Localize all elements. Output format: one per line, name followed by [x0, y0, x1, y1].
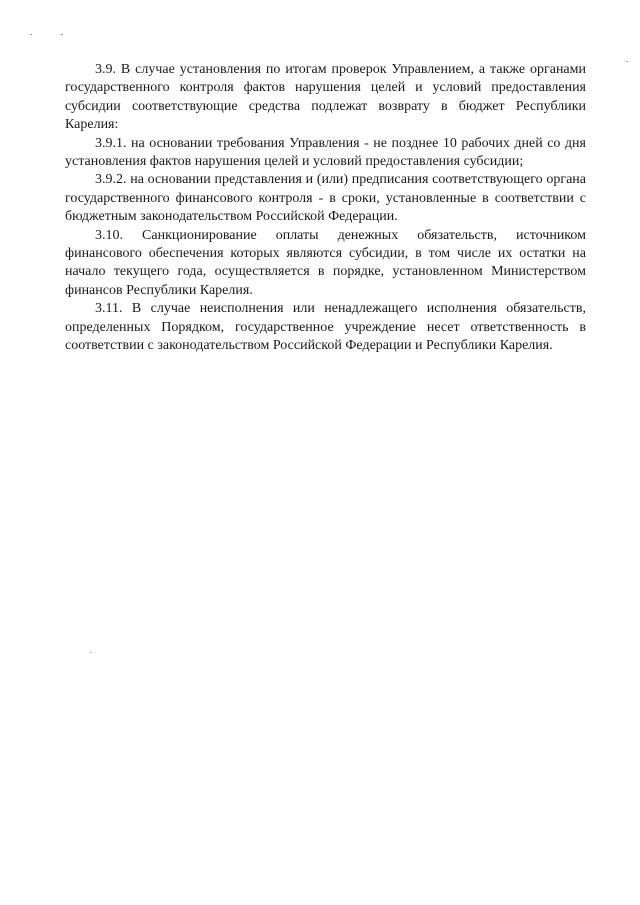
scan-speck	[626, 61, 628, 62]
scan-speck	[90, 652, 91, 653]
scan-speck	[61, 34, 63, 35]
paragraph-3-9-2: 3.9.2. на основании представления и (или) предписания соответствующего органа государственного финансового контроля - в сроки, установленные в соответствии с бюджетным законодательством Российской Федерации.	[65, 172, 586, 225]
document-body	[65, 61, 586, 356]
paragraph-3-9: 3.9. В случае установления по итогам проверок Управлением, а также органами государственного контроля фактов нарушения целей и условий предоставления субсидии соответствующие средства подлежат возврату в бюджет Республики Карелия:	[65, 62, 586, 133]
paragraph-3-10: 3.10. Санкционирование оплаты денежных обязательств, источником финансового обеспечения которых являются субсидии, в том числе их остатки на начало текущего года, осуществляется в порядке, установленном Министерством финансов Республики Карелия.	[65, 227, 586, 298]
paragraph-3-11: 3.11. В случае неисполнения или ненадлежащего исполнения обязательств, определенных Порядком, государственное учреждение несет ответственность в соответствии с законодательством Российской Федерации и Республики Карелия.	[65, 301, 586, 354]
scan-speck	[30, 34, 32, 35]
paragraph-3-9-1: 3.9.1. на основании требования Управления - не позднее 10 рабочих дней со дня установления фактов нарушения целей и условий предоставления субсидии;	[65, 135, 586, 170]
